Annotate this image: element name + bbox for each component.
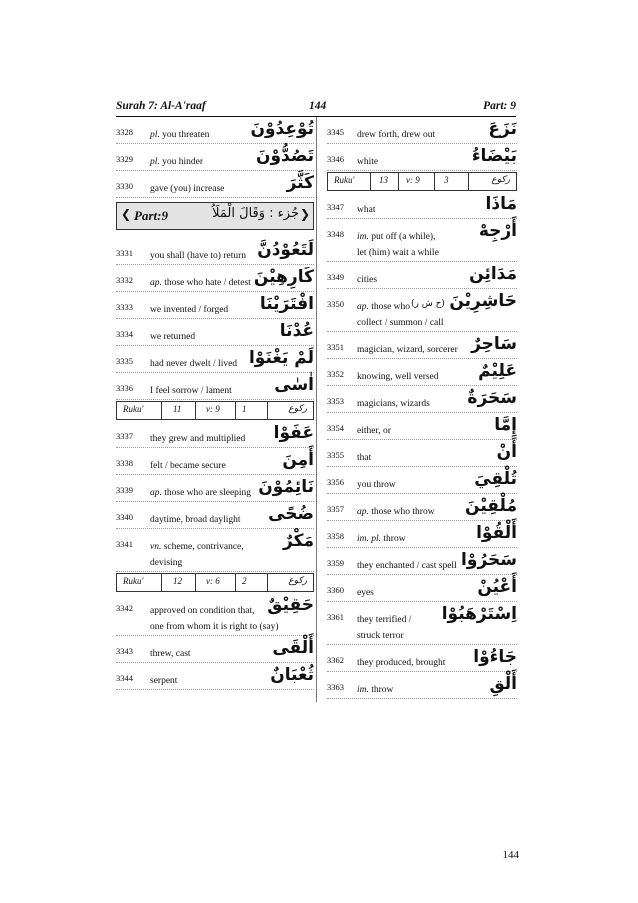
entry-english	[357, 202, 487, 218]
entry-number: 3349	[327, 272, 344, 282]
entry-grammar-tag: im.	[357, 685, 369, 695]
entry-meaning: put off (a while),	[371, 232, 436, 242]
vocab-entry	[116, 475, 314, 502]
bracket-right-icon: ❯	[299, 207, 310, 221]
entry-number: 3360	[327, 585, 344, 595]
vocab-entry	[327, 494, 517, 521]
vocab-entry	[327, 602, 517, 645]
vocab-entry	[327, 413, 517, 440]
entry-number: 3362	[327, 655, 344, 665]
surah-title: Surah 7: Al-A'raaf	[116, 100, 206, 112]
entry-number: 3340	[116, 512, 133, 522]
ruku-arabic: رکوع	[288, 576, 307, 586]
entry-arabic: أَلْقَی	[272, 638, 314, 658]
entry-number: 3338	[116, 458, 133, 468]
vocab-entry	[327, 192, 517, 219]
right-column	[327, 117, 517, 699]
entry-grammar-tag: pl.	[150, 157, 160, 167]
page-header	[116, 100, 516, 117]
ruku-label: Ruku'	[123, 576, 144, 586]
vocab-entry	[327, 521, 517, 548]
entry-meaning: gave (you) increase	[150, 184, 225, 194]
entry-meaning: magicians, wizards	[357, 399, 430, 409]
vocab-entry	[327, 359, 517, 386]
entry-english	[150, 539, 280, 571]
vocab-entry	[116, 346, 314, 373]
entry-meaning: magician, wizard, sorcerer	[357, 345, 458, 355]
entry-english	[357, 655, 487, 671]
entry-grammar-tag: vn.	[150, 542, 162, 552]
entry-arabic: تُوْعِدُوْنَ	[250, 119, 314, 139]
ruku-separator	[398, 173, 399, 190]
ruku-separator	[267, 402, 268, 419]
entry-meaning: those who	[371, 302, 411, 312]
entry-arabic: جَاءُوْا	[473, 647, 517, 667]
vocab-entry	[116, 265, 314, 292]
vocab-entry	[116, 171, 314, 198]
entry-meaning: drew forth, drew out	[357, 130, 436, 140]
entry-arabic: كَارِهِيْنَ	[253, 267, 314, 287]
entry-english	[150, 603, 280, 635]
entry-meaning: white	[357, 157, 379, 167]
vocab-entry	[116, 319, 314, 346]
vocab-entry	[327, 440, 517, 467]
vocab-entry	[327, 672, 517, 699]
entry-arabic: أَرْجِهْ	[478, 221, 517, 241]
entry-number: 3352	[327, 369, 344, 379]
ruku-separator	[235, 574, 236, 591]
ruku-separator	[195, 574, 196, 591]
vocab-entry	[327, 144, 517, 171]
ruku-number: 12	[173, 576, 182, 586]
entry-arabic: نَائِمُوْنَ	[258, 477, 314, 497]
ruku-box	[116, 401, 314, 420]
ruku-verses: v: 6	[206, 576, 220, 586]
entry-arabic: نَزَعَ	[488, 119, 517, 139]
entry-arabic: أَلْقُوْا	[476, 523, 517, 543]
entry-meaning: throw	[371, 685, 394, 695]
entry-meaning: knowing, well versed	[357, 372, 439, 382]
entry-meaning: that	[357, 453, 372, 463]
entry-english	[357, 531, 487, 547]
entry-number: 3332	[116, 275, 133, 285]
part-box-arabic: جُزء : وَقَالَ الْمَلَاُ	[212, 206, 299, 221]
ruku-arabic: رکوع	[491, 175, 510, 185]
ruku-verses: v: 9	[406, 175, 420, 185]
entry-arabic: سَحَرَةٌ	[467, 388, 517, 408]
page-number-footer: 144	[502, 849, 519, 861]
entry-number: 3356	[327, 477, 344, 487]
ruku-separator	[161, 574, 162, 591]
entry-number: 3334	[116, 329, 133, 339]
vocab-entry	[327, 575, 517, 602]
entry-meaning: serpent	[150, 676, 178, 686]
vocab-entry	[116, 663, 314, 690]
ruku-separator	[434, 173, 435, 190]
ruku-separator	[235, 402, 236, 419]
entry-meaning: you throw	[357, 480, 396, 490]
ruku-label: Ruku'	[123, 404, 144, 414]
vocab-entry	[327, 467, 517, 494]
entry-english	[150, 181, 280, 197]
entry-meaning: threw, cast	[150, 649, 191, 659]
entry-english	[150, 646, 280, 662]
entry-arabic: أَلْقِ	[489, 674, 517, 694]
entry-english	[357, 369, 487, 385]
entry-grammar-tag: im. pl.	[357, 534, 382, 544]
entry-number: 3351	[327, 342, 344, 352]
entry-arabic: تَصُدُّوْنَ	[255, 146, 314, 166]
ruku-separator	[161, 402, 162, 419]
entry-meaning: cities	[357, 275, 378, 285]
vocab-entry	[116, 529, 314, 572]
entry-arabic: مُلْقِيْنَ	[465, 496, 517, 516]
entry-meaning: you threaten	[162, 130, 210, 140]
entry-meaning: scheme, contrivance,	[163, 542, 244, 552]
vocab-entry	[116, 373, 314, 400]
part-label: Part: 9	[483, 100, 516, 112]
entry-number: 3363	[327, 682, 344, 692]
entry-english	[150, 458, 280, 474]
entry-meaning: I feel sorrow / lament	[150, 386, 232, 396]
entry-arabic: إِمَّا	[494, 415, 517, 435]
entry-number: 3339	[116, 485, 133, 495]
part-box-label: Part:9	[134, 208, 168, 223]
entry-english	[357, 423, 487, 439]
entry-meaning: you shall (have to) return	[150, 251, 247, 261]
entry-arabic: حَقِيْقٌ	[267, 595, 314, 615]
entry-number: 3331	[116, 248, 133, 258]
entry-grammar-tag: ap.	[357, 507, 369, 517]
entry-arabic: مَدَائِن	[469, 264, 517, 284]
ruku-number: 13	[379, 175, 388, 185]
ruku-index: 1	[242, 404, 247, 414]
entry-english	[357, 229, 487, 261]
entry-meaning: you hinder	[162, 157, 204, 167]
entry-arabic: ثُعْبَانٌ	[270, 665, 314, 685]
entry-number: 3358	[327, 531, 344, 541]
vocab-entry	[116, 593, 314, 636]
entry-number: 3345	[327, 127, 344, 137]
entry-meaning-cont: collect / summon / call	[357, 318, 444, 328]
entry-grammar-tag: im.	[357, 232, 369, 242]
ruku-verses: v: 9	[206, 404, 220, 414]
entry-english	[357, 272, 487, 288]
entry-arabic: عُدْنَا	[279, 321, 314, 341]
entry-number: 3336	[116, 383, 133, 393]
entry-meaning: daytime, broad daylight	[150, 515, 241, 525]
ruku-separator	[468, 173, 469, 190]
entry-arabic: أَمِنَ	[282, 450, 314, 470]
entry-meaning: throw	[383, 534, 406, 544]
entry-number: 3343	[116, 646, 133, 656]
entry-english	[357, 127, 487, 143]
entry-meaning: approved on condition that,	[150, 606, 255, 616]
vocab-entry	[327, 219, 517, 262]
entry-english	[150, 673, 280, 689]
entry-arabic: كَثَّرَ	[286, 173, 314, 193]
entry-grammar-tag: ap.	[150, 278, 162, 288]
entry-meaning: they produced, brought	[357, 658, 446, 668]
entry-meaning: those who throw	[371, 507, 435, 517]
entry-arabic: مَكْرٌ	[283, 531, 314, 551]
ruku-box	[327, 172, 517, 191]
entry-grammar-tag: ap.	[357, 302, 369, 312]
entry-english	[357, 154, 487, 170]
left-column	[116, 117, 314, 690]
vocab-entry	[116, 448, 314, 475]
entry-number: 3330	[116, 181, 133, 191]
entry-english	[357, 342, 487, 358]
entry-grammar-tag: pl.	[150, 130, 160, 140]
entry-meaning: those who are sleeping	[164, 488, 252, 498]
entry-number: 3353	[327, 396, 344, 406]
entry-number: 3342	[116, 603, 133, 613]
entry-meaning-cont: devising	[150, 558, 183, 568]
entry-arabic: سَاحِرٌ	[471, 334, 517, 354]
entry-meaning: felt / became secure	[150, 461, 226, 471]
entry-arabic: أَنْ	[496, 442, 517, 462]
entry-meaning: we returned	[150, 332, 196, 342]
vocab-entry	[327, 262, 517, 289]
entry-number: 3335	[116, 356, 133, 366]
ruku-index: 3	[444, 175, 449, 185]
entry-english	[357, 450, 487, 466]
ruku-arabic: رکوع	[288, 404, 307, 414]
entry-number: 3333	[116, 302, 133, 312]
vocab-entry	[116, 502, 314, 529]
vocab-entry	[116, 238, 314, 265]
entry-arabic: اِسْتَرْهَبُوْا	[441, 604, 517, 624]
column-divider	[316, 117, 317, 702]
entry-english	[357, 585, 487, 601]
entry-meaning: what	[357, 205, 376, 215]
entry-english	[357, 682, 487, 698]
entry-meaning: we invented / forged	[150, 305, 229, 315]
entry-root: (ح ش ر)	[411, 299, 445, 309]
entry-arabic: ضُحًی	[268, 504, 314, 524]
entry-arabic: اٰسٰی	[274, 375, 314, 395]
vocab-entry	[116, 421, 314, 448]
entry-arabic: سَحَرُوْا	[461, 550, 517, 570]
vocab-entry	[327, 289, 517, 332]
entry-arabic: لَتَعُوْدُنَّ	[257, 240, 314, 260]
vocab-entry	[327, 645, 517, 672]
ruku-number: 11	[173, 404, 182, 414]
entry-number: 3346	[327, 154, 344, 164]
entry-meaning-cont: let (him) wait a while	[357, 248, 439, 258]
entry-number: 3328	[116, 127, 133, 137]
entry-meaning: they terrified /	[357, 615, 412, 625]
ruku-separator	[195, 402, 196, 419]
entry-meaning: they grew and multiplied	[150, 434, 246, 444]
entry-grammar-tag: ap.	[150, 488, 162, 498]
entry-number: 3357	[327, 504, 344, 514]
entry-meaning-cont: struck terror	[357, 631, 404, 641]
entry-meaning: they enchanted / cast spell	[357, 561, 457, 571]
entry-number: 3341	[116, 539, 133, 549]
entry-number: 3347	[327, 202, 344, 212]
entry-meaning: eyes	[357, 588, 374, 598]
entry-english	[150, 329, 280, 345]
vocab-entry	[116, 292, 314, 319]
vocab-entry	[327, 117, 517, 144]
ruku-index: 2	[242, 576, 247, 586]
entry-number: 3350	[327, 299, 344, 309]
vocab-entry	[327, 332, 517, 359]
entry-arabic: حَاشِرِيْنَ	[449, 291, 517, 311]
ruku-separator	[267, 574, 268, 591]
entry-number: 3329	[116, 154, 133, 164]
entry-arabic: عَلِيْمٌ	[478, 361, 517, 381]
entry-arabic: أَعْيُنْ	[477, 577, 517, 597]
page-number-header: 144	[309, 100, 327, 112]
vocab-entry	[116, 144, 314, 171]
vocab-entry	[116, 636, 314, 663]
entry-number: 3359	[327, 558, 344, 568]
entry-arabic: افْتَرَيْنَا	[259, 294, 314, 314]
ruku-box	[116, 573, 314, 592]
entry-meaning: either, or	[357, 426, 391, 436]
entry-number: 3348	[327, 229, 344, 239]
entry-arabic: عَفَوْا	[273, 423, 314, 443]
entry-meaning: had never dwelt / lived	[150, 359, 238, 369]
entry-english	[150, 512, 280, 528]
entry-number: 3355	[327, 450, 344, 460]
ruku-label: Ruku'	[334, 175, 355, 185]
entry-arabic: تُلْقِيَ	[474, 469, 517, 489]
entry-meaning: those who hate / detest	[164, 278, 251, 288]
vocab-entry	[327, 386, 517, 413]
bracket-left-icon: ❮	[121, 207, 132, 221]
ruku-separator	[370, 173, 371, 190]
entry-arabic: بَيْضَاءُ	[471, 146, 517, 166]
entry-number: 3337	[116, 431, 133, 441]
entry-meaning-cont: one from whom it is right to (say)	[150, 622, 279, 632]
entry-number: 3354	[327, 423, 344, 433]
entry-english	[357, 477, 487, 493]
entry-arabic: مَاذَا	[485, 194, 517, 214]
vocab-entry	[327, 548, 517, 575]
entry-number: 3344	[116, 673, 133, 683]
vocab-entry	[116, 117, 314, 144]
entry-english	[150, 431, 280, 447]
entry-number: 3361	[327, 612, 344, 622]
entry-arabic: لَمْ يَغْنَوْا	[248, 348, 314, 368]
part-box	[116, 202, 314, 230]
entry-english	[150, 383, 280, 399]
